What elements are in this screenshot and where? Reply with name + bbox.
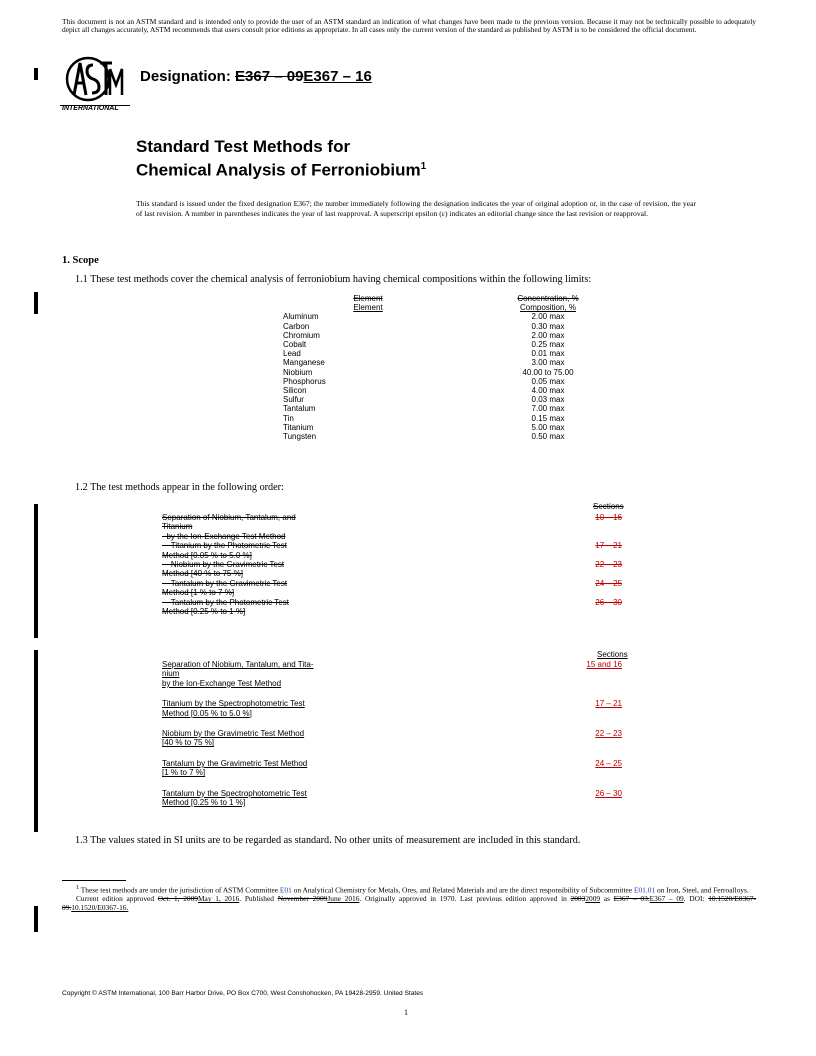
section-entry-line: [162, 738, 642, 747]
title-line-1: Standard Test Methods for: [136, 137, 351, 156]
footnote-rule: [62, 880, 126, 881]
section-entry: [162, 759, 642, 778]
section-entry-text: Tantalum by the Spectrophotometric Test: [162, 788, 307, 798]
element-cell: Niobium: [283, 367, 313, 377]
section-entry: [162, 729, 642, 748]
element-cell: Phosphorus: [283, 376, 326, 386]
astm-logo: [60, 55, 130, 117]
section-numbers-text: 24 – 25: [595, 578, 622, 588]
change-bar: [34, 292, 38, 314]
subcommittee-link[interactable]: E01.01: [633, 885, 656, 895]
doi-old: 10.1520/E0367-09.: [62, 894, 757, 913]
change-bar: [34, 68, 38, 80]
issued-note: This standard is issued under the fixed designation E367; the number immediately following the designation indicates the year of original adoption or, in the case of revision, the year of last revision. A number in parentheses indicates the year of last reapproval. A superscript epsilon (ε) indicates an editorial change since the last revision or reapproval.: [136, 199, 696, 218]
disclaimer-notice: This document is not an ASTM standard and is intended only to provide the user of an ASTM standard an indication of what changes have been made to the previous version. Because it may not be technically possible to adequately depict all changes accurately, ASTM recommends that users consult prior editions as appropriate. In all cases only the current version of the standard as published by ASTM is to be considered the official document.: [62, 17, 756, 35]
section-entry-line: [162, 588, 642, 597]
old-sections-list: [162, 513, 642, 616]
section-entry-text: [1 % to 7 %]: [162, 768, 206, 778]
value-cell: 7.00 max: [531, 404, 565, 414]
designation-new: E367 – 16: [303, 68, 372, 85]
section-entry-text: Method [0.05 % to 5.0 %]: [162, 550, 252, 560]
table-row: [283, 349, 643, 358]
section-numbers: [162, 699, 622, 708]
section-entry-text: Niobium by the Gravimetric Test Method: [162, 729, 305, 739]
table-row: [283, 340, 643, 349]
element-cell: Tungsten: [283, 432, 317, 442]
old-sections-header: Sections: [593, 502, 624, 511]
section-entry: [162, 513, 642, 541]
table-row: [283, 358, 643, 367]
section-entry-text: nium: [162, 669, 180, 679]
section-numbers-text: 15 and 16: [586, 660, 622, 669]
section-numbers: [162, 560, 622, 569]
section-entry: [162, 541, 642, 560]
footnote-text: . DOI:: [683, 894, 709, 904]
committee-link[interactable]: E01: [279, 885, 292, 895]
section-entry-text: [40 % to 75 %]: [162, 738, 215, 748]
value-cell: 2.00 max: [531, 330, 565, 340]
section-entry-text: Tantalum by the Gravimetric Test Method: [162, 758, 308, 768]
element-cell: Tantalum: [283, 404, 316, 414]
published-new: June 2016: [327, 894, 360, 904]
section-entry-text: Method [0.05 % to 5.0 %]: [162, 708, 252, 718]
section-entry-line: [162, 551, 642, 560]
table-row: [283, 432, 643, 441]
designation: [140, 68, 372, 85]
footnote-text: on Analytical Chemistry for Metals, Ores, and Related Materials and are the direct responsibility of Subcommittee: [291, 885, 634, 895]
section-entry: [162, 579, 642, 598]
section-entry: [162, 660, 642, 688]
element-cell: Carbon: [283, 321, 310, 331]
section-numbers: [162, 579, 622, 588]
value-cell: 0.50 max: [531, 432, 565, 442]
page-number: 1: [404, 1008, 408, 1017]
section-entry-text: Tantalum by the Photometric Test: [162, 597, 289, 607]
page-title: [136, 137, 426, 181]
section-entry-text: Method [0.25 % to 1 %]: [162, 798, 246, 808]
section-entry-text: by the Ion-Exchange Test Method: [162, 531, 286, 541]
element-cell: Titanium: [283, 422, 314, 432]
composition-table: [283, 294, 643, 441]
element-cell: Lead: [283, 349, 301, 359]
designation-label: Designation:: [140, 68, 231, 85]
section-entry-text: Method [40 % to 75 %]: [162, 569, 243, 579]
section-entry-text: Tantalum by the Gravimetric Test: [162, 578, 288, 588]
header-value-new: Composition, %: [519, 303, 577, 313]
section-numbers: [162, 598, 622, 607]
table-row: [283, 386, 643, 395]
paragraph-1-3: 1.3 The values stated in SI units are to be regarded as standard. No other units of measurement are included in this standard.: [75, 835, 581, 846]
section-entry-line: [162, 532, 642, 541]
section-entry-text: Method [0.25 % to 1 %]: [162, 607, 246, 617]
section-numbers: [162, 759, 622, 768]
section-numbers: [162, 729, 622, 738]
section-entry-text: Niobium by the Gravimetric Test: [162, 560, 285, 570]
section-entry-text: Titanium: [162, 522, 193, 532]
section-numbers-text: 17 – 21: [595, 541, 622, 551]
change-bar: [34, 650, 38, 832]
approved-old: Oct. 1, 2009: [157, 894, 198, 904]
footnote-text: . Published: [239, 894, 278, 904]
section-entry: [162, 699, 642, 718]
value-cell: 0.05 max: [531, 376, 565, 386]
value-cell: 5.00 max: [531, 422, 565, 432]
table-row: [283, 404, 643, 413]
section-entry-line: [162, 607, 642, 616]
footnote-text: These test methods are under the jurisdiction of ASTM Committee: [80, 885, 280, 895]
section-entry: [162, 560, 642, 579]
section-entry-line: [162, 798, 642, 807]
paragraph-1-1: 1.1 These test methods cover the chemical analysis of ferroniobium having chemical compositions within the following limits:: [75, 274, 592, 285]
section-entry-text: Separation of Niobium, Tantalum, and Tita-: [162, 660, 314, 669]
title-line-2: Chemical Analysis of Ferroniobium: [136, 160, 421, 180]
table-header-old: [283, 294, 643, 303]
element-cell: Tin: [283, 413, 294, 423]
footnote-text: Current edition approved: [76, 894, 158, 904]
section-entry-text: Titanium by the Spectrophotometric Test: [162, 699, 305, 709]
section-entry-line: [162, 669, 642, 678]
table-row: [283, 395, 643, 404]
value-cell: 3.00 max: [531, 358, 565, 368]
footnote-text: on Iron, Steel, and Ferroalloys.: [655, 885, 749, 895]
footnote-text: as: [600, 894, 614, 904]
section-numbers: [162, 789, 622, 798]
section-numbers-text: 24 – 25: [595, 758, 622, 768]
section-numbers-text: 26 – 30: [595, 788, 622, 798]
section-entry-line: [162, 522, 642, 531]
section-entry-text: Titanium by the Photometric Test: [162, 541, 287, 551]
element-cell: Sulfur: [283, 395, 304, 405]
element-cell: Silicon: [283, 386, 307, 396]
section-entry-line: [162, 709, 642, 718]
value-cell: 40.00 to 75.00: [522, 367, 574, 377]
last-edition-old: 2003: [570, 894, 586, 904]
table-row: [283, 414, 643, 423]
table-row: [283, 377, 643, 386]
section-entry-text: Separation of Niobium, Tantalum, and: [162, 513, 296, 522]
section-numbers-text: 10 – 16: [595, 513, 622, 522]
section-entry: [162, 789, 642, 808]
section-entry-text: Method [1 % to 7 %]: [162, 588, 235, 598]
logo-text: INTERNATIONAL: [62, 105, 119, 112]
table-row: [283, 312, 643, 321]
prev-designation-new: E367 – 09: [649, 894, 684, 904]
section-entry: [162, 598, 642, 617]
section-numbers-text: 22 – 23: [595, 560, 622, 570]
section-entry-line: [162, 768, 642, 777]
value-cell: 0.15 max: [531, 413, 565, 423]
table-row: [283, 331, 643, 340]
section-numbers-text: 22 – 23: [595, 729, 622, 739]
doi-new: 10.1520/E0367-16.: [71, 903, 129, 913]
header-value-old: Concentration, %: [517, 294, 579, 303]
section-entry-line: [162, 679, 642, 688]
last-edition-new: 2009: [585, 894, 601, 904]
table-row: [283, 368, 643, 377]
value-cell: 0.03 max: [531, 395, 565, 405]
title-footnote-mark: 1: [420, 161, 427, 172]
header-element-new: Element: [353, 303, 383, 313]
value-cell: 0.30 max: [531, 321, 565, 331]
value-cell: 0.25 max: [531, 340, 565, 350]
element-cell: Chromium: [283, 330, 320, 340]
footnote-mark: 1: [76, 885, 80, 891]
paragraph-1-2: 1.2 The test methods appear in the following order:: [75, 482, 284, 493]
header-element-old: Element: [353, 294, 383, 303]
table-header-new: [283, 303, 643, 312]
section-numbers: [162, 541, 622, 550]
element-cell: Manganese: [283, 358, 325, 368]
new-sections-list: [162, 660, 642, 818]
value-cell: 2.00 max: [531, 312, 565, 322]
section-numbers: [162, 660, 622, 669]
footnote-text: . Originally approved in 1970. Last previous edition approved in: [359, 894, 571, 904]
section-heading-scope: 1. Scope: [62, 255, 99, 266]
table-row: [283, 322, 643, 331]
new-sections-header: Sections: [597, 650, 628, 659]
element-cell: Cobalt: [283, 340, 307, 350]
approved-new: May 1, 2016: [197, 894, 240, 904]
value-cell: 4.00 max: [531, 386, 565, 396]
table-row: [283, 423, 643, 432]
section-numbers-text: 26 – 30: [595, 597, 622, 607]
element-cell: Aluminum: [283, 312, 319, 322]
footnote: [62, 884, 756, 912]
section-numbers-text: 17 – 21: [595, 699, 622, 709]
section-entry-line: [162, 569, 642, 578]
section-numbers: [162, 513, 622, 522]
copyright: Copyright © ASTM International, 100 Barr Harbor Drive, PO Box C700, West Conshohocken, PA 19428-2959. United States: [62, 990, 424, 997]
designation-old: E367 – 09: [235, 68, 304, 85]
change-bar: [34, 504, 38, 638]
published-old: November 2009: [277, 894, 328, 904]
section-entry-text: by the Ion-Exchange Test Method: [162, 678, 282, 688]
prev-designation-old: E367 – 03.: [613, 894, 650, 904]
change-bar: [34, 906, 38, 932]
value-cell: 0.01 max: [531, 349, 565, 359]
